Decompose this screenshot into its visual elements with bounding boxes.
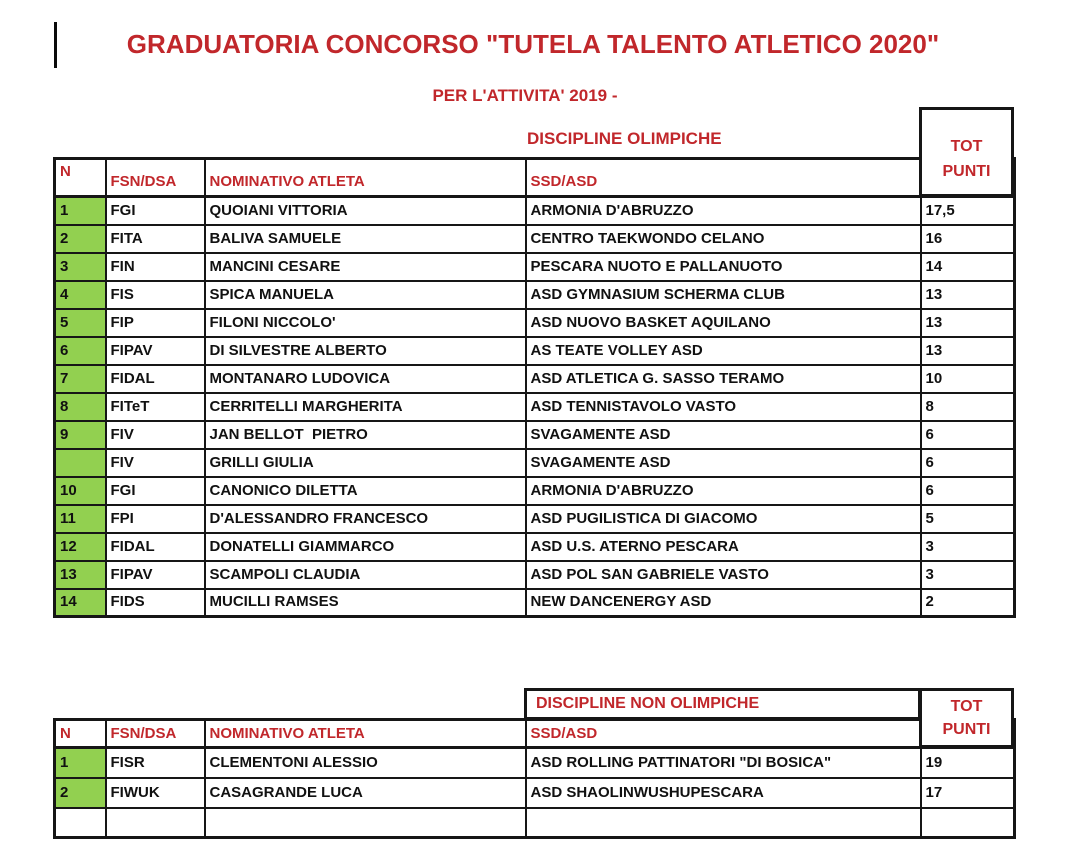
- cell-points: 2: [921, 589, 1015, 617]
- table-row: [55, 808, 1015, 838]
- table-row: [55, 449, 1015, 477]
- cell-athlete: MANCINI CESARE: [205, 253, 526, 281]
- cell-athlete: CANONICO DILETTA: [205, 477, 526, 505]
- cell-athlete: MUCILLI RAMSES: [205, 589, 526, 617]
- table-row: [55, 337, 1015, 365]
- cell-fsn: FIN: [106, 253, 205, 281]
- cell-club: ASD TENNISTAVOLO VASTO: [526, 393, 921, 421]
- cell-n: [55, 449, 106, 477]
- table-row: [55, 225, 1015, 253]
- cell-points: 3: [921, 533, 1015, 561]
- olympic-header-cell-n: N: [55, 159, 106, 197]
- cell-athlete: GRILLI GIULIA: [205, 449, 526, 477]
- cell-points: 6: [921, 477, 1015, 505]
- cell-n: 1: [55, 748, 106, 778]
- olympic-tot-label: TOT: [950, 137, 983, 155]
- cell-points: 3: [921, 561, 1015, 589]
- cell-athlete: BALIVA SAMUELE: [205, 225, 526, 253]
- cell-n: 4: [55, 281, 106, 309]
- non-olympic-header-cell-athlete: NOMINATIVO ATLETA: [205, 720, 526, 748]
- cell-athlete: JAN BELLOT PIETRO: [205, 421, 526, 449]
- cell-fsn: FITA: [106, 225, 205, 253]
- cell-fsn: FGI: [106, 197, 205, 225]
- olympic-header-cell-club: SSD/ASD: [526, 159, 921, 197]
- cell-points: 13: [921, 309, 1015, 337]
- cell-fsn: FIV: [106, 421, 205, 449]
- cell-club: AS TEATE VOLLEY ASD: [526, 337, 921, 365]
- table-row: [55, 365, 1015, 393]
- cell-athlete: CLEMENTONI ALESSIO: [205, 748, 526, 778]
- cell-club: ASD U.S. ATERNO PESCARA: [526, 533, 921, 561]
- cell-fsn: [106, 808, 205, 838]
- cell-athlete: CASAGRANDE LUCA: [205, 778, 526, 808]
- cell-athlete: DONATELLI GIAMMARCO: [205, 533, 526, 561]
- cell-fsn: FIV: [106, 449, 205, 477]
- cell-club: CENTRO TAEKWONDO CELANO: [526, 225, 921, 253]
- cell-points: 14: [921, 253, 1015, 281]
- non-olympic-header-cell-club: SSD/ASD: [526, 720, 921, 748]
- cell-points: 16: [921, 225, 1015, 253]
- cell-n: 11: [55, 505, 106, 533]
- cell-points: [921, 808, 1015, 838]
- cell-n: 2: [55, 778, 106, 808]
- cell-n: 14: [55, 589, 106, 617]
- cell-athlete: QUOIANI VITTORIA: [205, 197, 526, 225]
- cell-points: 17: [921, 778, 1015, 808]
- table-row: [55, 281, 1015, 309]
- non-olympic-header-row: [55, 720, 1015, 748]
- non-olympic-section-label-box: [524, 688, 921, 720]
- cell-athlete: CERRITELLI MARGHERITA: [205, 393, 526, 421]
- cell-club: [526, 808, 921, 838]
- cell-club: ASD SHAOLINWUSHUPESCARA: [526, 778, 921, 808]
- cell-n: 7: [55, 365, 106, 393]
- table-row: [55, 197, 1015, 225]
- cell-points: 10: [921, 365, 1015, 393]
- cell-fsn: FIDAL: [106, 533, 205, 561]
- non-olympic-tot-label: TOT: [950, 697, 983, 715]
- cell-points: 13: [921, 337, 1015, 365]
- cell-n: 6: [55, 337, 106, 365]
- cell-n: 9: [55, 421, 106, 449]
- olympic-tot-punti-box: [919, 107, 1014, 197]
- cell-fsn: FIPAV: [106, 337, 205, 365]
- cell-club: PESCARA NUOTO E PALLANUOTO: [526, 253, 921, 281]
- olympic-header-cell-athlete: NOMINATIVO ATLETA: [205, 159, 526, 197]
- cell-fsn: FPI: [106, 505, 205, 533]
- table-row: [55, 505, 1015, 533]
- cell-athlete: MONTANARO LUDOVICA: [205, 365, 526, 393]
- page-title: GRADUATORIA CONCORSO "TUTELA TALENTO ATLETICO 2020": [126, 29, 940, 59]
- cell-points: 5: [921, 505, 1015, 533]
- cell-club: ASD GYMNASIUM SCHERMA CLUB: [526, 281, 921, 309]
- cell-points: 19: [921, 748, 1015, 778]
- cell-points: 13: [921, 281, 1015, 309]
- cell-n: [55, 808, 106, 838]
- non-olympic-punti-label: PUNTI: [942, 720, 991, 738]
- table-row: [55, 533, 1015, 561]
- non-olympic-table: [53, 718, 1016, 839]
- cell-fsn: FGI: [106, 477, 205, 505]
- cell-athlete: D'ALESSANDRO FRANCESCO: [205, 505, 526, 533]
- cell-athlete: [205, 808, 526, 838]
- cell-athlete: SCAMPOLI CLAUDIA: [205, 561, 526, 589]
- olympic-section-label: DISCIPLINE OLIMPICHE: [527, 129, 722, 148]
- cell-fsn: FITeT: [106, 393, 205, 421]
- non-olympic-header-cell-n: N: [55, 720, 106, 748]
- cell-club: ASD ROLLING PATTINATORI "DI BOSICA": [526, 748, 921, 778]
- cell-points: 8: [921, 393, 1015, 421]
- table-row: [55, 477, 1015, 505]
- table-row: [55, 778, 1015, 808]
- olympic-table: [53, 157, 1016, 618]
- cell-n: 2: [55, 225, 106, 253]
- cell-points: 6: [921, 421, 1015, 449]
- table-row: [55, 748, 1015, 778]
- non-olympic-table-body: [55, 748, 1015, 838]
- cell-athlete: FILONI NICCOLO': [205, 309, 526, 337]
- cell-club: NEW DANCENERGY ASD: [526, 589, 921, 617]
- cell-club: SVAGAMENTE ASD: [526, 449, 921, 477]
- cell-points: 6: [921, 449, 1015, 477]
- cell-n: 3: [55, 253, 106, 281]
- cell-n: 1: [55, 197, 106, 225]
- olympic-punti-label: PUNTI: [942, 162, 991, 180]
- olympic-table-body: [55, 197, 1015, 617]
- cell-n: 12: [55, 533, 106, 561]
- cell-n: 8: [55, 393, 106, 421]
- olympic-header-row: [55, 159, 1015, 197]
- cell-fsn: FISR: [106, 748, 205, 778]
- table-row: [55, 561, 1015, 589]
- cell-athlete: DI SILVESTRE ALBERTO: [205, 337, 526, 365]
- non-olympic-section-label: DISCIPLINE NON OLIMPICHE: [536, 695, 760, 712]
- cell-n: 13: [55, 561, 106, 589]
- cell-n: 10: [55, 477, 106, 505]
- cell-club: ASD POL SAN GABRIELE VASTO: [526, 561, 921, 589]
- cell-fsn: FIDS: [106, 589, 205, 617]
- non-olympic-tot-punti-box: [919, 688, 1014, 748]
- table-row: [55, 309, 1015, 337]
- cell-club: SVAGAMENTE ASD: [526, 421, 921, 449]
- cell-club: ARMONIA D'ABRUZZO: [526, 477, 921, 505]
- table-row: [55, 421, 1015, 449]
- cell-club: ASD NUOVO BASKET AQUILANO: [526, 309, 921, 337]
- table-row: [55, 589, 1015, 617]
- cell-fsn: FIP: [106, 309, 205, 337]
- cell-fsn: FIWUK: [106, 778, 205, 808]
- olympic-header-cell-fsn: FSN/DSA: [106, 159, 205, 197]
- cell-club: ASD PUGILISTICA DI GIACOMO: [526, 505, 921, 533]
- cell-fsn: FIDAL: [106, 365, 205, 393]
- cell-n: 5: [55, 309, 106, 337]
- table-row: [55, 393, 1015, 421]
- page-subtitle: PER L'ATTIVITA' 2019 -: [432, 86, 618, 105]
- cell-athlete: SPICA MANUELA: [205, 281, 526, 309]
- cell-club: ARMONIA D'ABRUZZO: [526, 197, 921, 225]
- cell-points: 17,5: [921, 197, 1015, 225]
- cell-club: ASD ATLETICA G. SASSO TERAMO: [526, 365, 921, 393]
- table-row: [55, 253, 1015, 281]
- non-olympic-header-cell-fsn: FSN/DSA: [106, 720, 205, 748]
- cell-fsn: FIPAV: [106, 561, 205, 589]
- cell-fsn: FIS: [106, 281, 205, 309]
